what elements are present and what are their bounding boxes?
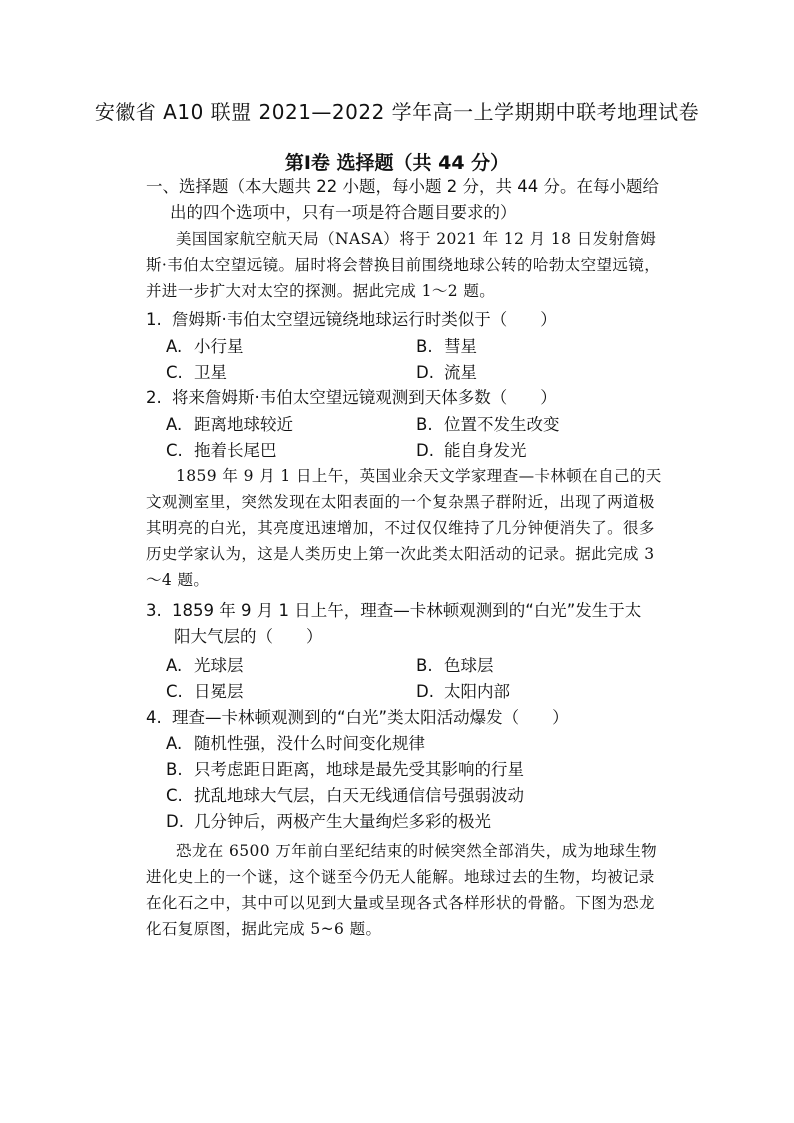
question-4 <box>146 705 666 731</box>
option-a: A. 光球层 <box>166 656 244 675</box>
option-c: C. 卫星 <box>166 363 227 382</box>
question-2 <box>146 385 666 411</box>
question-number: 3. <box>146 601 162 620</box>
option-a: A. 随机性强，没什么时间变化规律 <box>166 734 425 753</box>
question-1-options <box>166 333 646 385</box>
question-3 <box>146 598 666 650</box>
instructions-line-2: 出的四个选项中，只有一项是符合题目要求的） <box>170 203 517 222</box>
option-a: A. 距离地球较近 <box>166 415 293 434</box>
question-number: 4. <box>146 708 162 727</box>
question-number: 2. <box>146 388 162 407</box>
option-c: C. 扰乱地球大气层，白天无线通信信号强弱波动 <box>166 786 524 805</box>
option-d: D. 太阳内部 <box>416 682 510 701</box>
option-b: B. 彗星 <box>416 337 477 356</box>
section-instructions <box>146 174 666 226</box>
question-stem: 将来詹姆斯·韦伯太空望远镜观测到天体多数（ ） <box>172 388 557 407</box>
option-b: B. 位置不发生改变 <box>416 415 560 434</box>
instructions-line-1: 一、选择题（本大题共 22 小题，每小题 2 分，共 44 分。在每小题给 <box>146 177 659 196</box>
option-d: D. 几分钟后，两极产生大量绚烂多彩的极光 <box>166 812 491 831</box>
option-b: B. 只考虑距日距离，地球是最先受其影响的行星 <box>166 760 524 779</box>
question-number: 1. <box>146 310 162 329</box>
passage-1: 美国国家航空航天局（NASA）将于 2021 年 12 月 18 日发射詹姆斯·韦伯太空望远镜。届时将会替换目前围绕地球公转的哈勃太空望远镜，并进一步扩大对太空的探测。据此完成 1～2 题。 <box>146 230 661 300</box>
question-stem-line-1: 1859 年 9 月 1 日上午，理查—卡林顿观测到的“白光”发生于太 <box>172 601 642 620</box>
option-c: C. 拖着长尾巴 <box>166 441 277 460</box>
question-stem: 詹姆斯·韦伯太空望远镜绕地球运行时类似于（ ） <box>172 310 557 329</box>
option-d: D. 流星 <box>416 363 477 382</box>
passage-3: 恐龙在 6500 万年前白垩纪结束的时候突然全部消失，成为地球生物进化史上的一个谜，这个谜至今仍无人能解。地球过去的生物，均被记录在化石之中，其中可以见到大量或呈现各式各样形状的骨骼。下图为恐龙化石复原图，据此完成 5~6 题。 <box>146 842 658 938</box>
section-title: 第Ⅰ卷 选择题（共 44 分） <box>284 152 510 174</box>
option-b: B. 色球层 <box>416 656 494 675</box>
question-stem-line-2: 阳大气层的（ ） <box>174 627 323 646</box>
exam-title: 安徽省 A10 联盟 2021—2022 学年高一上学期期中联考地理试卷 <box>94 100 700 124</box>
option-d: D. 能自身发光 <box>416 441 527 460</box>
passage-2: 1859 年 9 月 1 日上午，英国业余天文学家理查—卡林顿在自己的天文观测室里，突然发现在太阳表面的一个复杂黑子群附近，出现了两道极其明亮的白光，其亮度迅速增加，不过仅仅维持了几分钟便消失了。很多历史学家认为，这是人类历史上第一次此类太阳活动的记录。据此完成 3～4 题。 <box>146 467 662 589</box>
question-2-options <box>166 411 646 463</box>
option-a: A. 小行星 <box>166 337 244 356</box>
question-4-options <box>166 731 646 835</box>
question-stem: 理查—卡林顿观测到的“白光”类太阳活动爆发（ ） <box>172 708 569 727</box>
option-c: C. 日冕层 <box>166 682 244 701</box>
question-1 <box>146 307 666 333</box>
question-3-options <box>166 652 646 704</box>
